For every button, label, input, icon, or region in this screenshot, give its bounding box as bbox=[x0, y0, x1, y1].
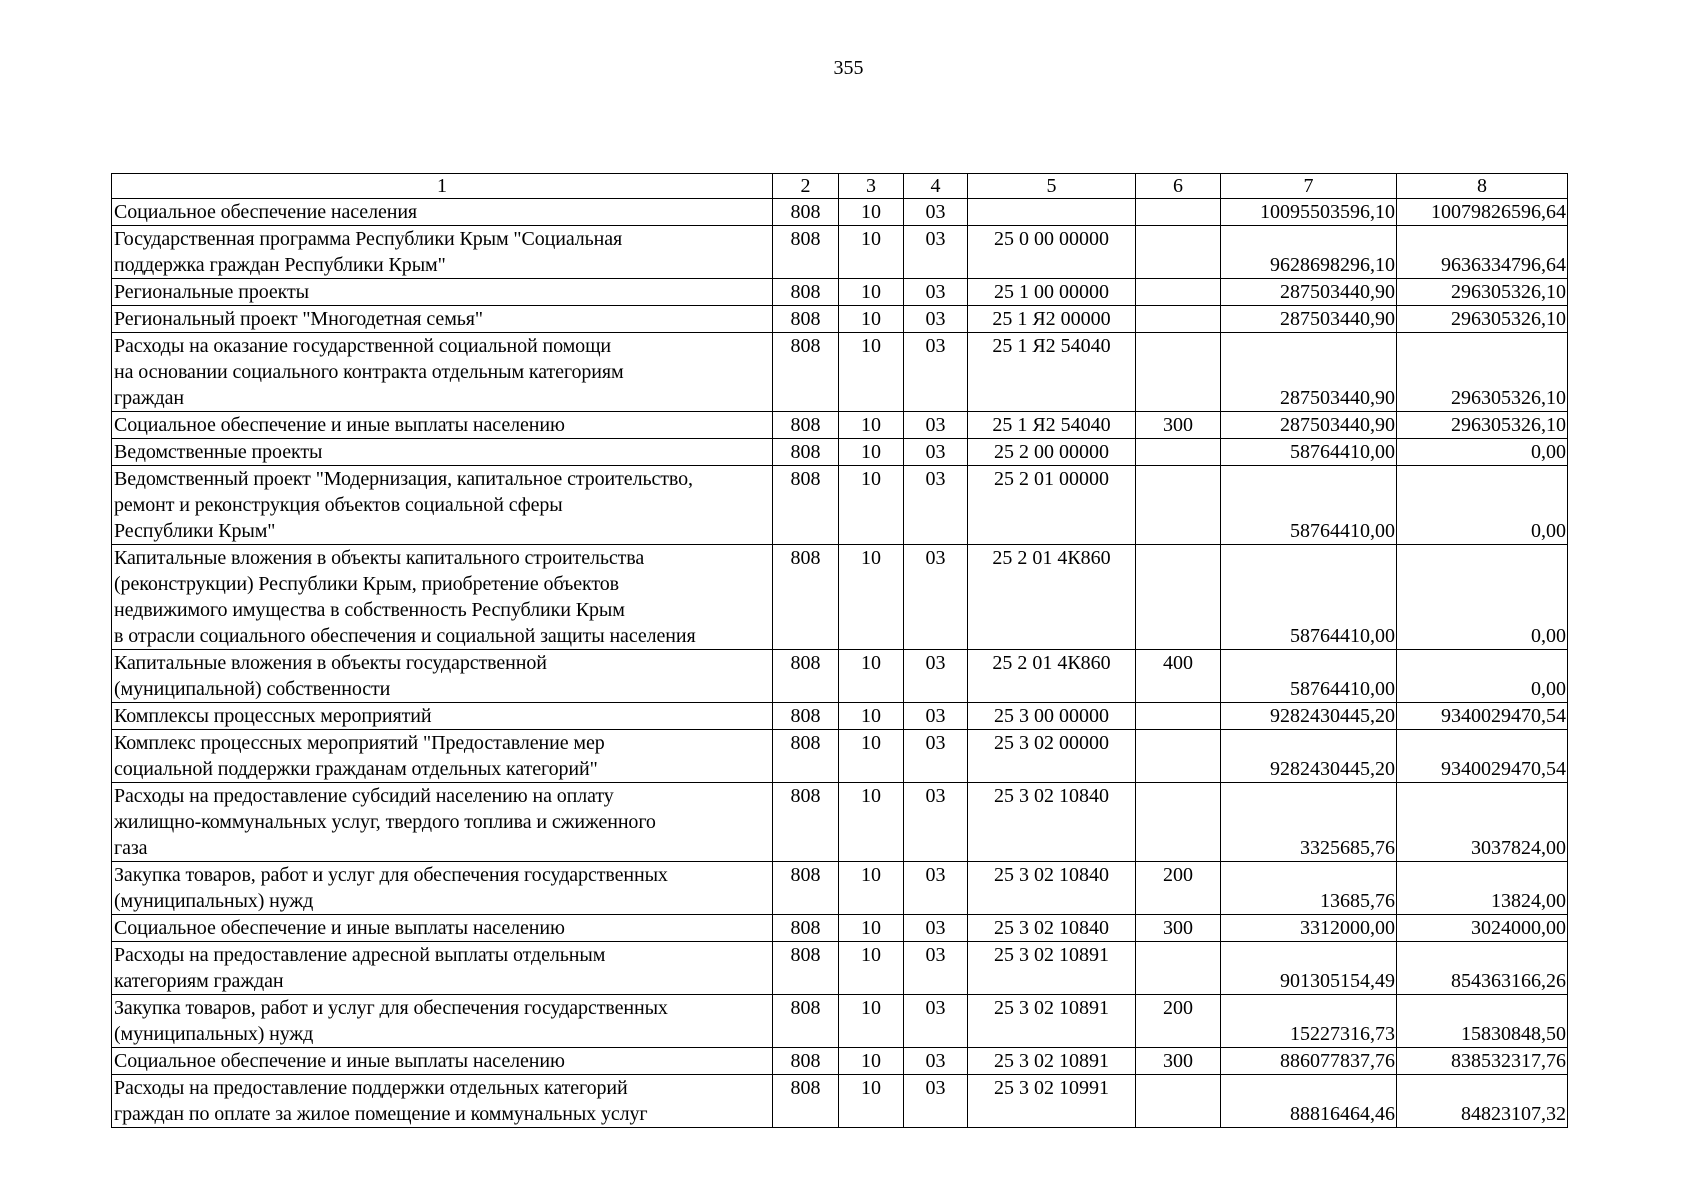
row-name-line: Социальное обеспечение и иные выплаты населению bbox=[114, 917, 565, 939]
row-name-line: Капитальные вложения в объекты государственной bbox=[114, 652, 547, 674]
section-code-cell: 10 bbox=[839, 466, 904, 545]
expense-type-cell bbox=[1136, 279, 1221, 306]
target-article-cell: 25 2 01 4К860 bbox=[968, 650, 1136, 703]
target-article-cell: 25 1 Я2 00000 bbox=[968, 306, 1136, 333]
ministry-code-cell: 808 bbox=[773, 412, 839, 439]
table-row bbox=[112, 730, 1568, 783]
expense-type-cell bbox=[1136, 783, 1221, 862]
subsection-code-cell: 03 bbox=[904, 439, 968, 466]
amount-year-1-cell: 901305154,49 bbox=[1221, 942, 1397, 995]
section-code-cell: 10 bbox=[839, 226, 904, 279]
target-article-cell: 25 3 00 00000 bbox=[968, 703, 1136, 730]
row-name-cell bbox=[112, 199, 773, 226]
subsection-code-cell: 03 bbox=[904, 650, 968, 703]
row-name-cell bbox=[112, 279, 773, 306]
amount-year-1-cell: 58764410,00 bbox=[1221, 545, 1397, 650]
ministry-code-cell: 808 bbox=[773, 915, 839, 942]
amount-year-2-cell: 0,00 bbox=[1397, 650, 1568, 703]
target-article-cell: 25 3 02 10891 bbox=[968, 1048, 1136, 1075]
ministry-code-cell: 808 bbox=[773, 1075, 839, 1128]
header-row bbox=[112, 174, 1568, 199]
subsection-code-cell: 03 bbox=[904, 862, 968, 915]
row-name-line: граждан по оплате за жилое помещение и коммунальных услуг bbox=[114, 1103, 648, 1125]
ministry-code-cell: 808 bbox=[773, 439, 839, 466]
row-name-line: жилищно-коммунальных услуг, твердого топлива и сжиженного bbox=[114, 811, 656, 833]
target-article-cell: 25 3 02 10891 bbox=[968, 995, 1136, 1048]
row-name-line: Расходы на предоставление адресной выплаты отдельным bbox=[114, 944, 606, 966]
row-name-line: на основании социального контракта отдельным категориям bbox=[114, 361, 624, 383]
subsection-code-cell: 03 bbox=[904, 466, 968, 545]
expense-type-cell: 300 bbox=[1136, 915, 1221, 942]
target-article-cell: 25 3 02 00000 bbox=[968, 730, 1136, 783]
row-name-line: (муниципальных) нужд bbox=[114, 890, 314, 912]
section-code-cell: 10 bbox=[839, 1048, 904, 1075]
row-name-cell bbox=[112, 730, 773, 783]
ministry-code-cell: 808 bbox=[773, 466, 839, 545]
table-row bbox=[112, 333, 1568, 412]
ministry-code-cell: 808 bbox=[773, 995, 839, 1048]
amount-year-1-cell: 9282430445,20 bbox=[1221, 703, 1397, 730]
row-name-cell bbox=[112, 439, 773, 466]
table-header bbox=[112, 174, 1568, 199]
subsection-code-cell: 03 bbox=[904, 226, 968, 279]
row-name-line: категориям граждан bbox=[114, 970, 284, 992]
row-name-line: Закупка товаров, работ и услуг для обеспечения государственных bbox=[114, 997, 668, 1019]
subsection-code-cell: 03 bbox=[904, 942, 968, 995]
section-code-cell: 10 bbox=[839, 306, 904, 333]
subsection-code-cell: 03 bbox=[904, 703, 968, 730]
column-header: 2 bbox=[773, 174, 839, 199]
page-number: 355 bbox=[833, 57, 864, 79]
table-row bbox=[112, 995, 1568, 1048]
column-header: 8 bbox=[1397, 174, 1568, 199]
row-name-line: Расходы на предоставление субсидий населению на оплату bbox=[114, 785, 614, 807]
row-name-cell bbox=[112, 1075, 773, 1128]
amount-year-1-cell: 10095503596,10 bbox=[1221, 199, 1397, 226]
target-article-cell: 25 2 01 4К860 bbox=[968, 545, 1136, 650]
table-row bbox=[112, 279, 1568, 306]
amount-year-1-cell: 15227316,73 bbox=[1221, 995, 1397, 1048]
amount-year-1-cell: 9282430445,20 bbox=[1221, 730, 1397, 783]
row-name-line: граждан bbox=[114, 387, 184, 409]
ministry-code-cell: 808 bbox=[773, 333, 839, 412]
target-article-cell bbox=[968, 199, 1136, 226]
amount-year-1-cell: 58764410,00 bbox=[1221, 650, 1397, 703]
amount-year-2-cell: 296305326,10 bbox=[1397, 412, 1568, 439]
row-name-cell bbox=[112, 862, 773, 915]
column-header: 1 bbox=[112, 174, 773, 199]
row-name-cell bbox=[112, 306, 773, 333]
amount-year-2-cell: 9340029470,54 bbox=[1397, 703, 1568, 730]
table-row bbox=[112, 199, 1568, 226]
row-name-line: (муниципальной) собственности bbox=[114, 678, 391, 700]
expense-type-cell bbox=[1136, 199, 1221, 226]
amount-year-1-cell: 9628698296,10 bbox=[1221, 226, 1397, 279]
ministry-code-cell: 808 bbox=[773, 226, 839, 279]
row-name-cell bbox=[112, 333, 773, 412]
column-header: 6 bbox=[1136, 174, 1221, 199]
amount-year-2-cell: 9636334796,64 bbox=[1397, 226, 1568, 279]
amount-year-2-cell: 296305326,10 bbox=[1397, 306, 1568, 333]
expense-type-cell bbox=[1136, 466, 1221, 545]
ministry-code-cell: 808 bbox=[773, 1048, 839, 1075]
expense-type-cell: 200 bbox=[1136, 862, 1221, 915]
table-body bbox=[112, 199, 1568, 1128]
target-article-cell: 25 3 02 10840 bbox=[968, 915, 1136, 942]
section-code-cell: 10 bbox=[839, 333, 904, 412]
section-code-cell: 10 bbox=[839, 783, 904, 862]
amount-year-1-cell: 88816464,46 bbox=[1221, 1075, 1397, 1128]
expense-type-cell: 300 bbox=[1136, 1048, 1221, 1075]
amount-year-2-cell: 3024000,00 bbox=[1397, 915, 1568, 942]
row-name-line: Социальное обеспечение населения bbox=[114, 201, 418, 223]
expense-type-cell bbox=[1136, 226, 1221, 279]
budget-table bbox=[111, 173, 1568, 1128]
amount-year-2-cell: 0,00 bbox=[1397, 545, 1568, 650]
target-article-cell: 25 1 Я2 54040 bbox=[968, 412, 1136, 439]
ministry-code-cell: 808 bbox=[773, 730, 839, 783]
row-name-line: Социальное обеспечение и иные выплаты населению bbox=[114, 414, 565, 436]
amount-year-2-cell: 84823107,32 bbox=[1397, 1075, 1568, 1128]
expense-type-cell bbox=[1136, 439, 1221, 466]
amount-year-1-cell: 886077837,76 bbox=[1221, 1048, 1397, 1075]
subsection-code-cell: 03 bbox=[904, 783, 968, 862]
section-code-cell: 10 bbox=[839, 279, 904, 306]
ministry-code-cell: 808 bbox=[773, 279, 839, 306]
row-name-line: в отрасли социального обеспечения и социальной защиты населения bbox=[114, 625, 696, 647]
row-name-line: Ведомственные проекты bbox=[114, 441, 323, 463]
table-row bbox=[112, 306, 1568, 333]
column-header: 4 bbox=[904, 174, 968, 199]
section-code-cell: 10 bbox=[839, 199, 904, 226]
ministry-code-cell: 808 bbox=[773, 199, 839, 226]
table-row bbox=[112, 942, 1568, 995]
expense-type-cell bbox=[1136, 333, 1221, 412]
row-name-cell bbox=[112, 995, 773, 1048]
section-code-cell: 10 bbox=[839, 730, 904, 783]
expense-type-cell: 300 bbox=[1136, 412, 1221, 439]
expense-type-cell bbox=[1136, 730, 1221, 783]
row-name-cell bbox=[112, 650, 773, 703]
table-row bbox=[112, 412, 1568, 439]
row-name-line: (муниципальных) нужд bbox=[114, 1023, 314, 1045]
ministry-code-cell: 808 bbox=[773, 650, 839, 703]
column-header: 7 bbox=[1221, 174, 1397, 199]
table-row bbox=[112, 466, 1568, 545]
amount-year-2-cell: 296305326,10 bbox=[1397, 333, 1568, 412]
expense-type-cell bbox=[1136, 1075, 1221, 1128]
row-name-cell bbox=[112, 412, 773, 439]
amount-year-2-cell: 854363166,26 bbox=[1397, 942, 1568, 995]
target-article-cell: 25 3 02 10840 bbox=[968, 862, 1136, 915]
row-name-line: Государственная программа Республики Крым "Социальная bbox=[114, 228, 623, 250]
table-row bbox=[112, 915, 1568, 942]
expense-type-cell bbox=[1136, 545, 1221, 650]
expense-type-cell bbox=[1136, 703, 1221, 730]
row-name-line: Закупка товаров, работ и услуг для обеспечения государственных bbox=[114, 864, 668, 886]
target-article-cell: 25 3 02 10840 bbox=[968, 783, 1136, 862]
row-name-line: Капитальные вложения в объекты капитального строительства bbox=[114, 547, 645, 569]
amount-year-2-cell: 13824,00 bbox=[1397, 862, 1568, 915]
row-name-line: социальной поддержки гражданам отдельных категорий" bbox=[114, 758, 598, 780]
row-name-line: ремонт и реконструкция объектов социальной сферы bbox=[114, 494, 563, 516]
row-name-line: газа bbox=[114, 837, 148, 859]
ministry-code-cell: 808 bbox=[773, 306, 839, 333]
section-code-cell: 10 bbox=[839, 995, 904, 1048]
section-code-cell: 10 bbox=[839, 915, 904, 942]
target-article-cell: 25 1 Я2 54040 bbox=[968, 333, 1136, 412]
section-code-cell: 10 bbox=[839, 703, 904, 730]
amount-year-1-cell: 3325685,76 bbox=[1221, 783, 1397, 862]
table-row bbox=[112, 439, 1568, 466]
expense-type-cell: 200 bbox=[1136, 995, 1221, 1048]
section-code-cell: 10 bbox=[839, 1075, 904, 1128]
amount-year-1-cell: 58764410,00 bbox=[1221, 466, 1397, 545]
ministry-code-cell: 808 bbox=[773, 862, 839, 915]
subsection-code-cell: 03 bbox=[904, 915, 968, 942]
amount-year-2-cell: 15830848,50 bbox=[1397, 995, 1568, 1048]
row-name-line: Расходы на предоставление поддержки отдельных категорий bbox=[114, 1077, 628, 1099]
amount-year-2-cell: 9340029470,54 bbox=[1397, 730, 1568, 783]
target-article-cell: 25 3 02 10991 bbox=[968, 1075, 1136, 1128]
amount-year-1-cell: 287503440,90 bbox=[1221, 279, 1397, 306]
amount-year-1-cell: 58764410,00 bbox=[1221, 439, 1397, 466]
subsection-code-cell: 03 bbox=[904, 279, 968, 306]
amount-year-2-cell: 10079826596,64 bbox=[1397, 199, 1568, 226]
row-name-line: Ведомственный проект "Модернизация, капитальное строительство, bbox=[114, 468, 693, 490]
row-name-line: Социальное обеспечение и иные выплаты населению bbox=[114, 1050, 565, 1072]
expense-type-cell: 400 bbox=[1136, 650, 1221, 703]
table-row bbox=[112, 226, 1568, 279]
row-name-cell bbox=[112, 226, 773, 279]
row-name-line: Республики Крым" bbox=[114, 520, 276, 542]
target-article-cell: 25 1 00 00000 bbox=[968, 279, 1136, 306]
expense-type-cell bbox=[1136, 942, 1221, 995]
table-row bbox=[112, 1075, 1568, 1128]
subsection-code-cell: 03 bbox=[904, 333, 968, 412]
section-code-cell: 10 bbox=[839, 412, 904, 439]
amount-year-2-cell: 3037824,00 bbox=[1397, 783, 1568, 862]
ministry-code-cell: 808 bbox=[773, 545, 839, 650]
ministry-code-cell: 808 bbox=[773, 703, 839, 730]
ministry-code-cell: 808 bbox=[773, 783, 839, 862]
amount-year-2-cell: 0,00 bbox=[1397, 466, 1568, 545]
row-name-cell bbox=[112, 1048, 773, 1075]
section-code-cell: 10 bbox=[839, 942, 904, 995]
row-name-line: недвижимого имущества в собственность Республики Крым bbox=[114, 599, 625, 621]
target-article-cell: 25 2 00 00000 bbox=[968, 439, 1136, 466]
row-name-line: Комплекс процессных мероприятий "Предоставление мер bbox=[114, 732, 605, 754]
section-code-cell: 10 bbox=[839, 862, 904, 915]
section-code-cell: 10 bbox=[839, 650, 904, 703]
row-name-line: Комплексы процессных мероприятий bbox=[114, 705, 432, 727]
target-article-cell: 25 0 00 00000 bbox=[968, 226, 1136, 279]
row-name-cell bbox=[112, 466, 773, 545]
table-row bbox=[112, 783, 1568, 862]
amount-year-1-cell: 287503440,90 bbox=[1221, 306, 1397, 333]
amount-year-1-cell: 287503440,90 bbox=[1221, 333, 1397, 412]
table-row bbox=[112, 650, 1568, 703]
amount-year-1-cell: 3312000,00 bbox=[1221, 915, 1397, 942]
row-name-line: Расходы на оказание государственной социальной помощи bbox=[114, 335, 611, 357]
table-row bbox=[112, 862, 1568, 915]
row-name-line: (реконструкции) Республики Крым, приобретение объектов bbox=[114, 573, 620, 595]
target-article-cell: 25 2 01 00000 bbox=[968, 466, 1136, 545]
row-name-cell bbox=[112, 942, 773, 995]
table-row bbox=[112, 703, 1568, 730]
amount-year-1-cell: 287503440,90 bbox=[1221, 412, 1397, 439]
expense-type-cell bbox=[1136, 306, 1221, 333]
amount-year-2-cell: 0,00 bbox=[1397, 439, 1568, 466]
amount-year-2-cell: 296305326,10 bbox=[1397, 279, 1568, 306]
row-name-line: Региональные проекты bbox=[114, 281, 309, 303]
subsection-code-cell: 03 bbox=[904, 412, 968, 439]
row-name-line: поддержка граждан Республики Крым" bbox=[114, 254, 446, 276]
amount-year-2-cell: 838532317,76 bbox=[1397, 1048, 1568, 1075]
row-name-cell bbox=[112, 783, 773, 862]
row-name-cell bbox=[112, 545, 773, 650]
row-name-line: Региональный проект "Многодетная семья" bbox=[114, 308, 483, 330]
section-code-cell: 10 bbox=[839, 439, 904, 466]
section-code-cell: 10 bbox=[839, 545, 904, 650]
ministry-code-cell: 808 bbox=[773, 942, 839, 995]
subsection-code-cell: 03 bbox=[904, 1075, 968, 1128]
subsection-code-cell: 03 bbox=[904, 306, 968, 333]
column-header: 3 bbox=[839, 174, 904, 199]
column-header: 5 bbox=[968, 174, 1136, 199]
table-row bbox=[112, 545, 1568, 650]
target-article-cell: 25 3 02 10891 bbox=[968, 942, 1136, 995]
subsection-code-cell: 03 bbox=[904, 995, 968, 1048]
row-name-cell bbox=[112, 915, 773, 942]
table-row bbox=[112, 1048, 1568, 1075]
row-name-cell bbox=[112, 703, 773, 730]
subsection-code-cell: 03 bbox=[904, 199, 968, 226]
subsection-code-cell: 03 bbox=[904, 1048, 968, 1075]
subsection-code-cell: 03 bbox=[904, 545, 968, 650]
amount-year-1-cell: 13685,76 bbox=[1221, 862, 1397, 915]
subsection-code-cell: 03 bbox=[904, 730, 968, 783]
